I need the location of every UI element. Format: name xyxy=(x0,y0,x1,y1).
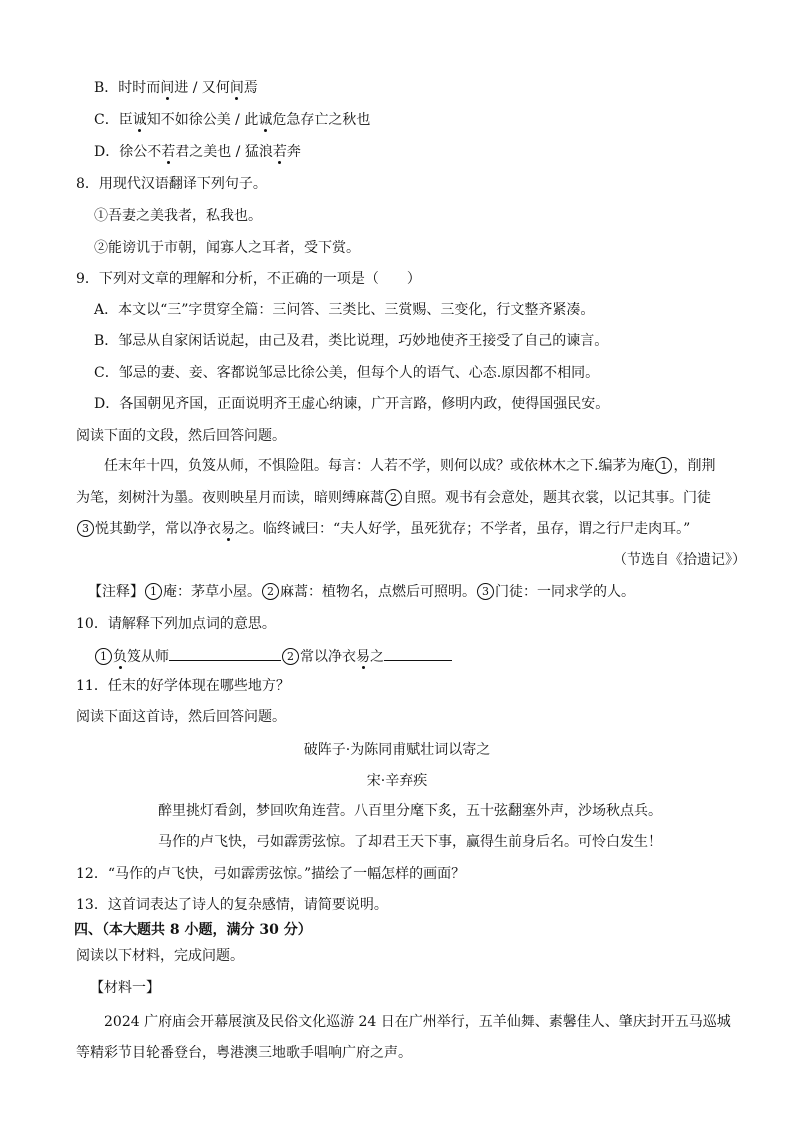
q7-option-b: B．时时而间进 / 又何间焉 xyxy=(94,80,258,96)
q10-stem: 10．请解释下列加点词的意思。 xyxy=(76,616,276,632)
q7-option-c: C．臣诚知不如徐公美 / 此诚危急存亡之秋也 xyxy=(94,112,371,128)
poem-line-1: 醉里挑灯看剑，梦回吹角连营。八百里分麾下炙，五十弦翻塞外声，沙场秋点兵。 xyxy=(158,803,662,819)
q8-item-1: ①吾妻之美我者，私我也。 xyxy=(94,208,262,224)
passage-note: 【注释】 1 庵：茅草小屋。 2 麻蒿：植物名，点燃后可照明。 3 门徒：一同求学的人。 xyxy=(88,584,635,600)
passage-line-1: 任末年十四，负笈从师，不惧险阻。每言：人若不学，则何以成？或依林木之下.编茅为庵 1 ，削荆 xyxy=(104,458,716,474)
poem-title: 破阵子·为陈同甫赋壮词以寄之 xyxy=(303,742,491,758)
poem-intro: 阅读下面这首诗，然后回答问题。 xyxy=(76,709,286,725)
q9-option-c: C．邹忌的妻、妾、客都说邹忌比徐公美，但每个人的语气、心态.原因都不相同。 xyxy=(94,365,600,381)
answer-blank-1[interactable] xyxy=(169,645,281,661)
q13-stem: 13．这首词表达了诗人的复杂感情，请简要说明。 xyxy=(76,897,388,913)
answer-blank-2[interactable] xyxy=(384,645,452,661)
poem-line-2: 马作的卢飞快，弓如霹雳弦惊。了却君王天下事，赢得生前身后名。可怜白发生！ xyxy=(158,834,662,850)
section-4-heading: 四、（本大题共 8 小题，满分 30 分） xyxy=(74,922,312,938)
poem-author: 宋·辛弃疾 xyxy=(366,773,428,789)
q12-stem: 12．“马作的卢飞快，弓如霹雳弦惊。”描绘了一幅怎样的画面？ xyxy=(76,866,466,882)
q10-items: 1 负笈从师 2 常以净衣易之 xyxy=(94,645,452,667)
q8-stem: 8．用现代汉语翻译下列句子。 xyxy=(76,176,267,192)
q11-stem: 11．任末的好学体现在哪些地方？ xyxy=(76,678,290,694)
material-1-label: 【材料一】 xyxy=(90,980,160,996)
passage-intro: 阅读下面的文段，然后回答问题。 xyxy=(76,428,286,444)
passage-line-3: 3 悦其勤学，常以净衣易之。临终诫曰：“夫人好学，虽死犹存；不学者，虽存，谓之行尸走肉耳。” xyxy=(76,519,744,539)
material-1-line-2: 等精彩节目轮番登台，粤港澳三地歌手唱响广府之声。 xyxy=(76,1045,412,1061)
material-1-line-1: 2024 广府庙会开幕展演及民俗文化巡游 24 日在广州举行，五羊仙舞、素馨佳人、肇庆封开五马巡城 xyxy=(104,1014,731,1030)
q9-option-b: B．邹忌从自家闲话说起，由己及君，类比说理，巧妙地使齐王接受了自己的谏言。 xyxy=(94,333,609,349)
q9-stem: 9．下列对文章的理解和分析，不正确的一项是（ ） xyxy=(76,271,421,287)
q7-option-d: D．徐公不若君之美也 / 猛浪若奔 xyxy=(94,144,301,160)
passage-line-2: 为笔，刻树汁为墨。夜则映星月而读，暗则缚麻蒿 2 自照。观书有会意处，题其衣裳，以记其事。门徒 xyxy=(76,490,711,506)
passage-source: （节选自《拾遗记》） xyxy=(613,552,746,568)
section-4-intro: 阅读以下材料，完成问题。 xyxy=(76,948,244,964)
q9-option-d: D．各国朝见齐国，正面说明齐王虚心纳谏，广开言路，修明内政，使得国强民安。 xyxy=(94,396,610,412)
q9-option-a: A．本文以“三”字贯穿全篇：三问答、三类比、三赏赐、三变化，行文整齐紧凑。 xyxy=(94,302,595,318)
q8-item-2: ②能谤讥于市朝，闻寡人之耳者，受下赏。 xyxy=(94,240,360,256)
